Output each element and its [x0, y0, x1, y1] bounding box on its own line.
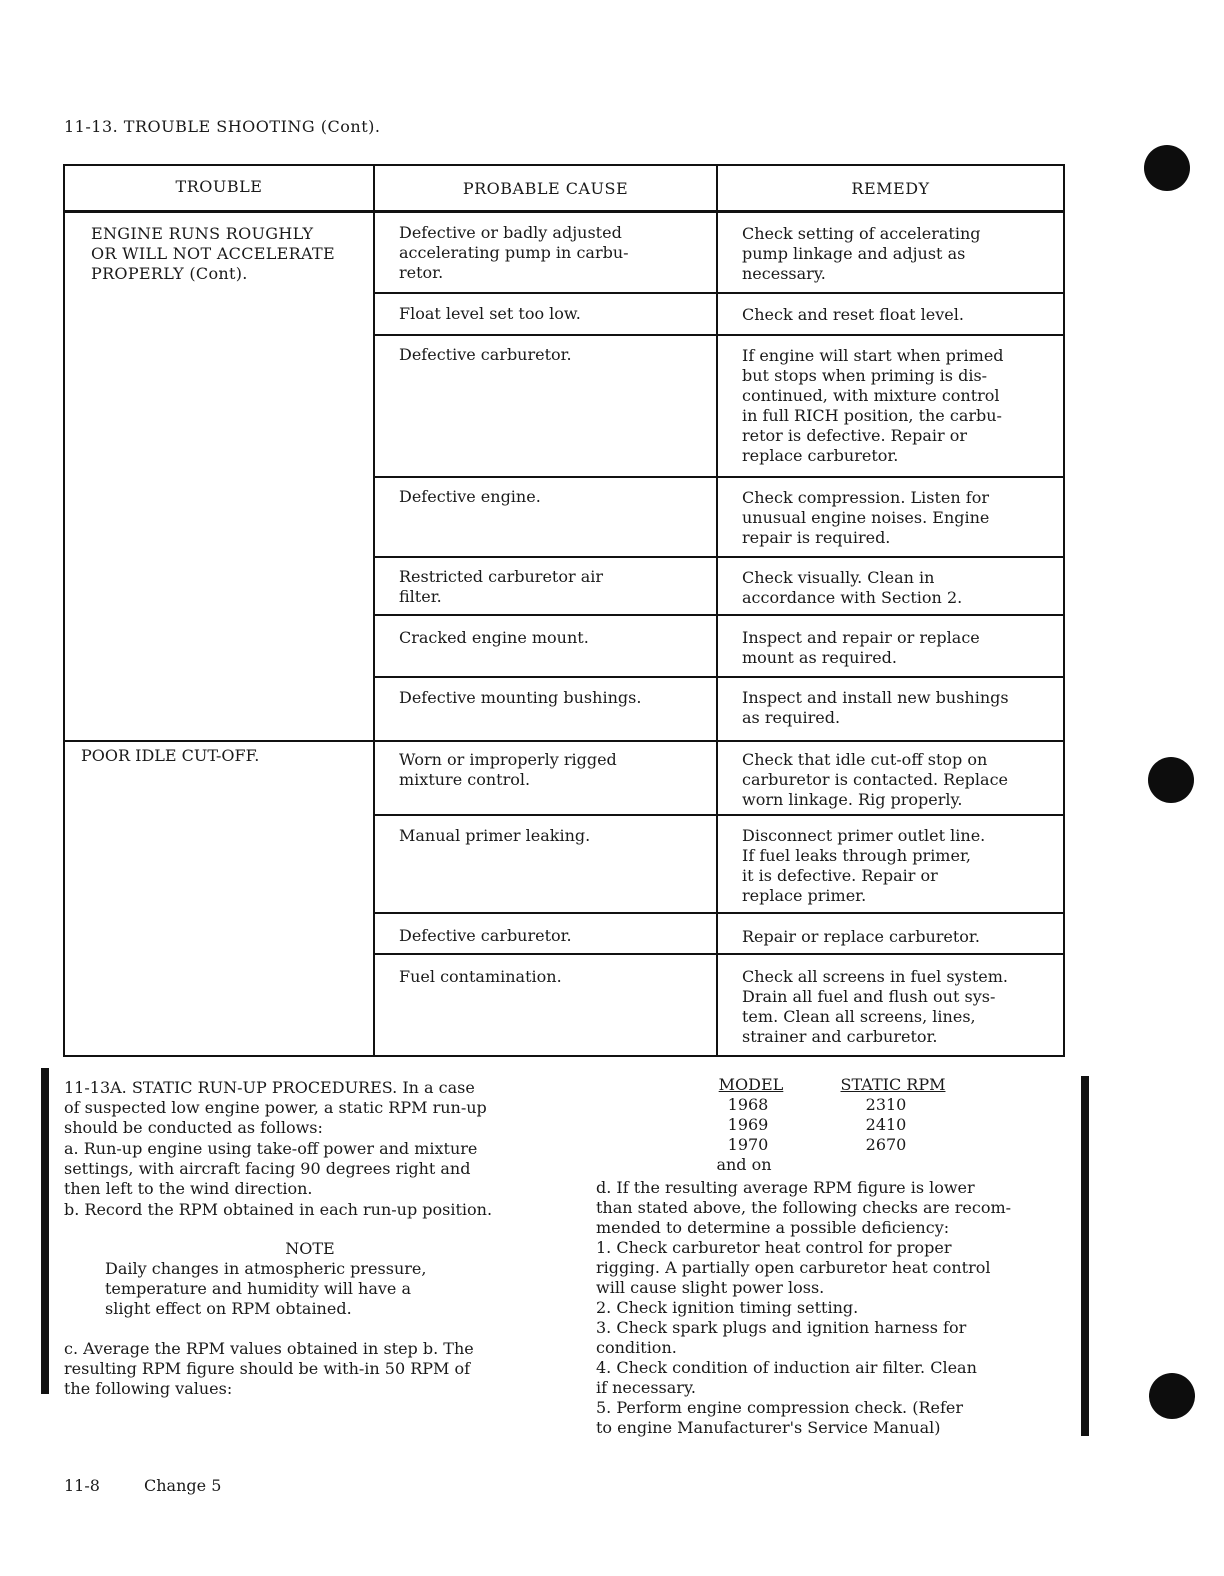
row-divider — [373, 614, 1063, 616]
row-divider — [373, 476, 1063, 478]
remedy-cell: If engine will start when primed but stops when priming is dis- continued, with mixture control in full RICH position, the carbu- retor is defective. Repair or replace carburetor. — [742, 346, 1004, 465]
cause-cell: Float level set too low. — [399, 304, 581, 323]
trouble-engine-runs-roughly: ENGINE RUNS ROUGHLY OR WILL NOT ACCELERATE PROPERLY (Cont). — [91, 224, 335, 283]
note-title: NOTE — [285, 1239, 335, 1258]
step-d: d. If the resulting average RPM figure is lower than stated above, the following checks are recom- mended to determine a possible deficiency: — [596, 1178, 1012, 1237]
model-value: 1968 — [727, 1095, 769, 1114]
model-value: and on — [716, 1155, 772, 1174]
change-bar — [41, 1068, 49, 1394]
rpm-value: 2410 — [865, 1115, 907, 1134]
row-divider — [373, 292, 1063, 294]
remedy-cell: Check setting of accelerating pump linkage and adjust as necessary. — [742, 224, 981, 283]
row-divider — [373, 334, 1063, 336]
change-label: Change 5 — [144, 1476, 222, 1495]
section-heading: 11-13. TROUBLE SHOOTING (Cont). — [64, 117, 381, 136]
row-divider — [373, 814, 1063, 816]
row-divider — [373, 556, 1063, 558]
remedy-cell: Repair or replace carburetor. — [742, 927, 980, 946]
model-value: 1969 — [727, 1115, 769, 1134]
remedy-cell: Check visually. Clean in accordance with Section 2. — [742, 568, 963, 607]
binder-hole-mark — [1148, 757, 1194, 803]
column-divider — [716, 166, 718, 1055]
trouble-shooting-table — [63, 164, 1065, 1057]
remedy-cell: Check that idle cut-off stop on carburetor is contacted. Replace worn linkage. Rig properly. — [742, 750, 1009, 809]
header-remedy: REMEDY — [851, 179, 930, 198]
rpm-value: 2670 — [865, 1135, 907, 1154]
rpm-value: 2310 — [865, 1095, 907, 1114]
remedy-cell: Inspect and install new bushings as required. — [742, 688, 1009, 727]
group-divider — [65, 740, 1063, 742]
static-runup-intro: 11-13A. STATIC RUN-UP PROCEDURES. In a case of suspected low engine power, a static RPM run-up should be conducted as follows: — [64, 1078, 487, 1137]
remedy-cell: Check all screens in fuel system. Drain all fuel and flush out sys- tem. Clean all screens, lines, strainer and carburetor. — [742, 967, 1008, 1046]
row-divider — [373, 676, 1063, 678]
model-header: MODEL — [718, 1075, 784, 1094]
header-divider — [65, 210, 1063, 213]
cause-cell: Defective carburetor. — [399, 345, 572, 364]
cause-cell: Worn or improperly rigged mixture control. — [399, 750, 617, 789]
trouble-poor-idle-cutoff: POOR IDLE CUT-OFF. — [81, 746, 260, 765]
column-divider — [373, 166, 375, 1055]
row-divider — [373, 953, 1063, 955]
change-bar — [1081, 1076, 1089, 1436]
header-trouble: TROUBLE — [175, 177, 263, 196]
remedy-cell: Check compression. Listen for unusual engine noises. Engine repair is required. — [742, 488, 990, 547]
step-b: b. Record the RPM obtained in each run-up position. — [64, 1200, 493, 1219]
cause-cell: Defective mounting bushings. — [399, 688, 642, 707]
step-c: c. Average the RPM values obtained in step b. The resulting RPM figure should be with-in 50 RPM of the following values: — [64, 1339, 474, 1398]
model-value: 1970 — [727, 1135, 769, 1154]
step-d-checks: 1. Check carburetor heat control for proper rigging. A partially open carburetor heat control will cause slight power loss. 2. Check ignition timing setting. 3. Check spark plugs and ignition harness for condition. 4. Check condition of induction air filter. Clean if necessary. 5. Perform engine compression check. (Refer to engine Manufacturer's Service Manual) — [596, 1238, 991, 1437]
cause-cell: Defective or badly adjusted accelerating pump in carbu- retor. — [399, 223, 629, 282]
binder-hole-mark — [1144, 145, 1190, 191]
remedy-cell: Check and reset float level. — [742, 305, 964, 324]
cause-cell: Defective carburetor. — [399, 926, 572, 945]
remedy-cell: Inspect and repair or replace mount as required. — [742, 628, 980, 667]
binder-hole-mark — [1149, 1373, 1195, 1419]
static-rpm-header: STATIC RPM — [840, 1075, 946, 1094]
cause-cell: Defective engine. — [399, 487, 541, 506]
remedy-cell: Disconnect primer outlet line. If fuel leaks through primer, it is defective. Repair or replace primer. — [742, 826, 986, 905]
cause-cell: Fuel contamination. — [399, 967, 562, 986]
header-probable-cause: PROBABLE CAUSE — [462, 179, 629, 198]
cause-cell: Cracked engine mount. — [399, 628, 589, 647]
cause-cell: Manual primer leaking. — [399, 826, 591, 845]
page-number: 11-8 — [64, 1476, 100, 1495]
note-text: Daily changes in atmospheric pressure, temperature and humidity will have a slight effect on RPM obtained. — [105, 1259, 427, 1318]
row-divider — [373, 912, 1063, 914]
step-a: a. Run-up engine using take-off power and mixture settings, with aircraft facing 90 degrees right and then left to the wind direction. — [64, 1139, 478, 1198]
cause-cell: Restricted carburetor air filter. — [399, 567, 604, 606]
